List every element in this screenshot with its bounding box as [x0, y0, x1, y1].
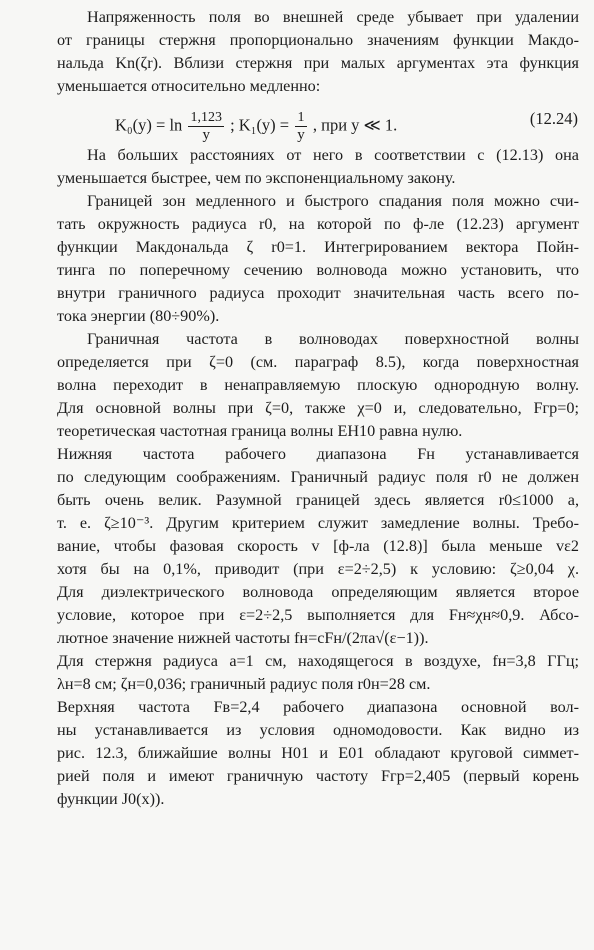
- text-line: теоретическая частотная граница волны EH10 равна нулю.: [57, 422, 463, 440]
- text-line: функции Макдональда ζ r0=1. Интегрированием вектора Пойн-: [57, 238, 579, 256]
- numerator: 1,123: [190, 110, 222, 125]
- denominator: y: [202, 127, 210, 143]
- text-line: λн=8 см; ζн=0,036; граничный радиус поля r0н=28 см.: [57, 675, 431, 693]
- text-line: Для основной волны при ζ=0, также χ=0 и, следовательно, Fгр=0;: [57, 399, 579, 417]
- text-line: хотя бы на 0,1%, приводит (при ε=2÷2,5) к условию: ζ≥0,04 χ.: [57, 560, 579, 578]
- fraction: [188, 109, 224, 144]
- text-line: условие, которое при ε=2÷2,5 выполняется для Fн≈χн≈0,9. Абсо-: [57, 606, 579, 624]
- text-line: Граничная частота в волноводах поверхностной волны: [87, 330, 579, 348]
- text-line: тинга по поперечному сечению волновода можно установить, что: [57, 261, 579, 279]
- text-line: рис. 12.3, ближайшие волны H01 и E01 обладают круговой симмет-: [57, 744, 579, 762]
- text-line: быть очень велик. Разумной границей здесь является r0≤1000 a,: [57, 491, 579, 509]
- text-line: Границей зон медленного и быстрого спадания поля можно счи-: [87, 192, 579, 210]
- text-line: Напряженность поля во внешней среде убывает при удалении: [87, 8, 579, 26]
- text-line: ны устанавливается из условия одномодовости. Как видно из: [57, 721, 579, 739]
- text-line: внутри граничного радиуса проходит значительная часть всего по-: [57, 284, 579, 302]
- denominator: y: [297, 127, 305, 143]
- text-line: по следующим соображениям. Граничный радиус поля r0 не должен: [57, 468, 579, 486]
- text-line: т. е. ζ≥10⁻³. Другим критерием служит замедление волны. Требо-: [57, 514, 579, 532]
- equation-12-24: [0, 97, 594, 151]
- text-line: уменьшается быстрее, чем по экспоненциальному закону.: [57, 169, 456, 187]
- text-line: Для стержня радиуса a=1 см, находящегося в воздухе, fн=3,8 ГГц;: [57, 652, 579, 670]
- text-line: волна переходит в ненаправляемую плоскую однородную волну.: [57, 376, 579, 394]
- numerator: 1: [295, 109, 307, 127]
- equation-number: (12.24): [529, 109, 578, 128]
- eq-condition: , при y ≪ 1.: [312, 115, 398, 135]
- text-line: определяется при ζ=0 (см. параграф 8.5), когда поверхностная: [57, 353, 579, 371]
- text-line: тока энергии (80÷90%).: [57, 307, 220, 325]
- text-line: лютное значение нижней частоты fн=cFн/(2πa√(ε−1)).: [57, 629, 429, 647]
- text-line: функции J0(x)).: [57, 790, 165, 808]
- text-line: уменьшается относительно медленно:: [57, 77, 321, 95]
- text-line: от границы стержня пропорционально значениям функции Макдо-: [57, 31, 579, 49]
- text-line: Нижняя частота рабочего диапазона Fн устанавливается: [57, 445, 579, 463]
- text-line: нальда Kn(ζr). Вблизи стержня при малых аргументах эта функция: [57, 54, 579, 72]
- text-line: вание, чтобы фазовая скорость v [ф-ла (12.8)] была меньше vε2: [57, 537, 579, 555]
- eq-k1: ; K₁(y) =: [230, 115, 290, 135]
- text-line: рией поля и имеют граничную частоту Fгр=2,405 (первый корень: [57, 767, 579, 785]
- text-line: На больших расстояниях от него в соответствии с (12.13) она: [87, 146, 579, 164]
- eq-k0: K₀(y) = ln: [115, 115, 183, 135]
- text-line: тать окружность радиуса r0, на которой по ф-ле (12.23) аргумент: [57, 215, 579, 233]
- text-line: Для диэлектрического волновода определяющим является второе: [57, 583, 579, 601]
- fraction: [295, 109, 307, 144]
- text-line: Верхняя частота Fв=2,4 рабочего диапазона основной вол-: [57, 698, 579, 716]
